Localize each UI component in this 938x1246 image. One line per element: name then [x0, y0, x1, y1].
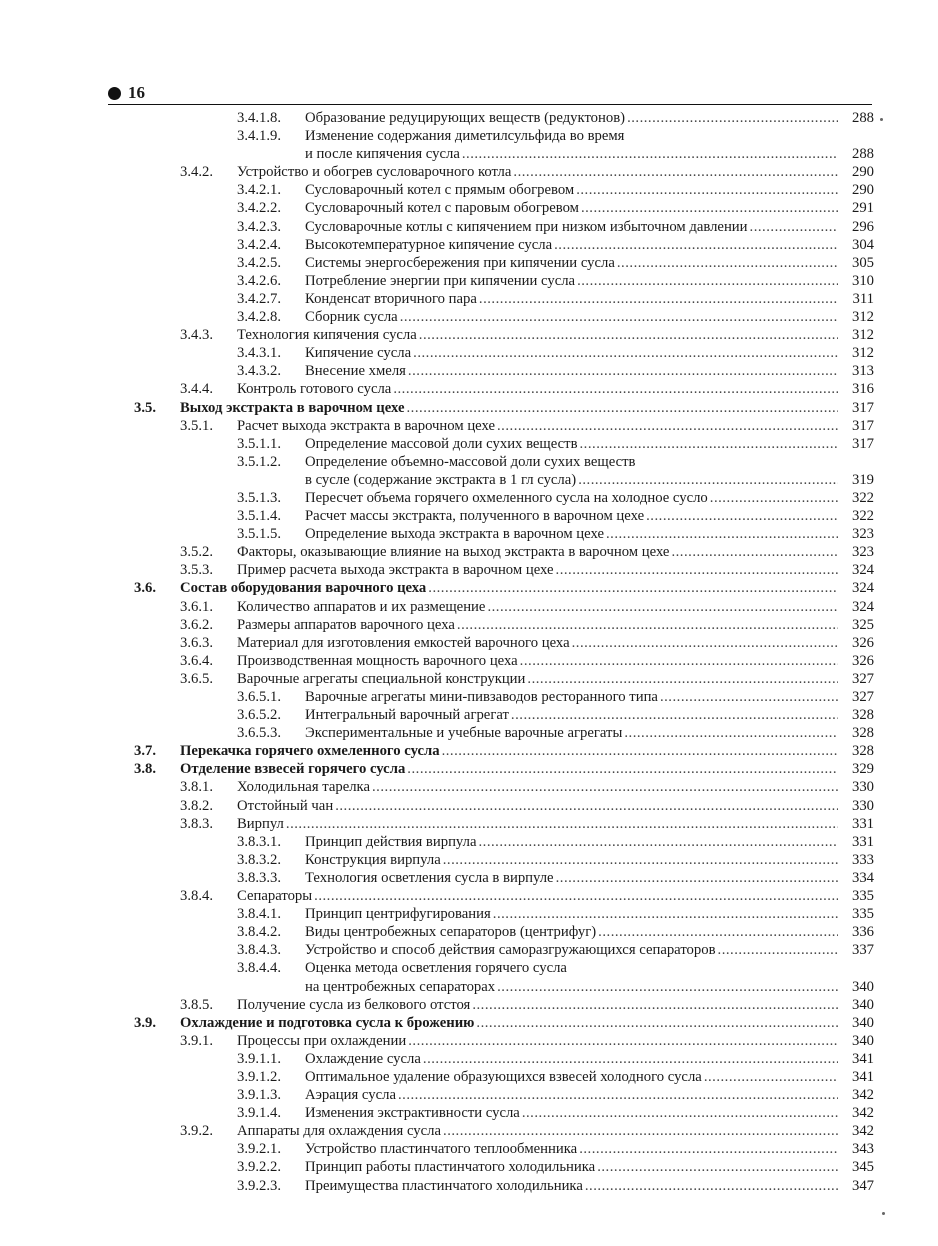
- toc-entry-number: 3.5.3.: [180, 562, 214, 579]
- toc-entry-title: Пример расчета выхода экстракта в варочном цехе: [237, 562, 554, 579]
- dot-leader: [443, 1122, 838, 1140]
- toc-entry-number: 3.9.2.2.: [237, 1159, 282, 1176]
- toc-entry-number: 3.5.1.3.: [237, 489, 282, 506]
- toc-entry-page: 328: [851, 743, 874, 760]
- toc-entry-page: 328: [851, 725, 874, 742]
- toc-entry-page: 324: [851, 598, 874, 615]
- toc-entry-page: 323: [851, 544, 874, 561]
- toc-entry-title: Сусловарочный котел с прямым обогревом: [305, 182, 575, 199]
- toc-entry-title: Виды центробежных сепараторов (центрифуг): [305, 924, 597, 941]
- toc-entry-title: Технология кипячения сусла: [237, 327, 417, 344]
- toc-entry-number: 3.7.: [134, 743, 157, 760]
- toc-entry-title: Размеры аппаратов варочного цеха: [237, 616, 455, 633]
- toc-entry: [0, 1177, 938, 1195]
- toc-entry-number: 3.4.2.4.: [237, 236, 282, 253]
- toc-entry-number: 3.4.2.2.: [237, 200, 282, 217]
- toc-entry-title: Оптимальное удаление образующихся взвесей холодного сусла: [305, 1068, 702, 1085]
- toc-entry-number: 3.4.3.: [180, 327, 214, 344]
- toc-entry-title: Охлаждение сусла: [305, 1050, 421, 1067]
- toc-entry-number: 3.6.5.1.: [237, 689, 282, 705]
- bullet-icon: [108, 87, 121, 100]
- toc-entry-number: 3.9.1.: [180, 1032, 214, 1049]
- toc-entry-page: 322: [851, 508, 874, 525]
- dot-leader: [522, 1104, 838, 1122]
- toc-entry-page: 323: [851, 526, 874, 543]
- dot-leader: [462, 145, 838, 163]
- dot-leader: [493, 905, 838, 923]
- dot-leader: [472, 996, 838, 1014]
- toc-entry: [0, 742, 938, 760]
- toc-entry-title: Оценка метода осветления горячего сусла: [305, 960, 567, 977]
- dot-leader: [597, 1158, 838, 1176]
- dot-leader: [617, 254, 838, 272]
- toc-entry-page: 310: [851, 272, 874, 289]
- toc-entry-title: Принцип центрифугирования: [305, 906, 491, 923]
- toc-entry-title: Контроль готового сусла: [237, 381, 392, 398]
- toc-entry-number: 3.8.1.: [180, 779, 214, 796]
- toc-entry-title: Системы энергосбережения при кипячении сусла: [305, 254, 615, 271]
- toc-entry: [0, 1122, 938, 1140]
- toc-entry-number: 3.9.1.1.: [237, 1050, 282, 1067]
- dot-leader: [511, 706, 838, 724]
- toc-entry-title: в сусле (содержание экстракта в 1 гл сусла): [305, 471, 577, 488]
- toc-entry-page: 327: [851, 670, 874, 687]
- dot-leader: [576, 181, 838, 199]
- toc-entry-number: 3.4.2.6.: [237, 272, 282, 289]
- toc-entry-page: 341: [851, 1050, 874, 1067]
- toc-entry: [0, 887, 938, 905]
- toc-entry-title: Конструкция вирпула: [305, 851, 441, 868]
- toc-entry: [0, 1104, 938, 1122]
- toc-entry-number: 3.4.1.8.: [237, 110, 282, 126]
- toc-entry: [0, 978, 938, 996]
- toc-entry-page: 311: [852, 290, 874, 307]
- toc-entry: [0, 706, 938, 724]
- toc-entry-number: 3.8.4.3.: [237, 942, 282, 959]
- dot-leader: [606, 525, 838, 543]
- toc-entry-page: 326: [851, 652, 874, 669]
- toc-entry: [0, 579, 938, 597]
- scan-speck: [882, 1212, 885, 1215]
- dot-leader: [497, 417, 838, 435]
- toc-entry-page: 322: [851, 489, 874, 506]
- toc-entry-title: Аппараты для охлаждения сусла: [237, 1123, 442, 1140]
- toc-entry: [0, 199, 938, 217]
- toc-entry-number: 3.4.2.: [180, 164, 214, 181]
- toc-entry: [0, 1158, 938, 1176]
- toc-entry: [0, 489, 938, 507]
- toc-entry: [0, 869, 938, 887]
- toc-entry-title: Определение объемно-массовой доли сухих веществ: [305, 453, 636, 470]
- toc-entry-page: 317: [851, 435, 874, 452]
- toc-entry: [0, 525, 938, 543]
- dot-leader: [527, 670, 838, 688]
- toc-entry: [0, 1140, 938, 1158]
- toc-entry-number: 3.6.4.: [180, 652, 214, 669]
- toc-entry-title: Потребление энергии при кипячении сусла: [305, 272, 576, 289]
- toc-entry-number: 3.9.2.3.: [237, 1177, 282, 1194]
- toc-entry-number: 3.8.4.4.: [237, 960, 282, 977]
- dot-leader: [400, 308, 838, 326]
- toc-entry: [0, 1014, 938, 1032]
- toc-entry-title: Факторы, оказывающие влияние на выход экстракта в варочном цехе: [237, 544, 670, 561]
- toc-entry: [0, 290, 938, 308]
- toc-entry-title: Принцип работы пластинчатого холодильника: [305, 1159, 596, 1176]
- toc-entry: [0, 127, 938, 145]
- toc-entry: [0, 453, 938, 471]
- toc-entry: [0, 652, 938, 670]
- scan-speck: [880, 118, 883, 121]
- table-of-contents: [0, 109, 938, 1195]
- toc-entry-number: 3.9.: [134, 1014, 157, 1031]
- toc-entry-number: 3.6.5.2.: [237, 707, 282, 724]
- toc-entry-title: Расчет массы экстракта, полученного в варочном цехе: [305, 508, 645, 525]
- toc-entry: [0, 959, 938, 977]
- toc-entry-title: Кипячение сусла: [305, 345, 412, 362]
- dot-leader: [413, 344, 838, 362]
- toc-entry-page: 288: [851, 146, 874, 163]
- toc-entry-title: и после кипячения сусла: [305, 146, 460, 163]
- toc-entry: [0, 399, 938, 417]
- dot-leader: [513, 163, 838, 181]
- toc-entry: [0, 815, 938, 833]
- dot-leader: [408, 362, 838, 380]
- dot-leader: [578, 471, 838, 489]
- dot-leader: [598, 923, 838, 941]
- toc-entry-page: 340: [851, 996, 874, 1013]
- dot-leader: [286, 815, 838, 833]
- dot-leader: [476, 1014, 838, 1032]
- toc-entry: [0, 996, 938, 1014]
- toc-entry-number: 3.5.2.: [180, 544, 214, 561]
- toc-entry-number: 3.9.1.3.: [237, 1087, 282, 1104]
- toc-entry-title: Процессы при охлаждении: [237, 1032, 407, 1049]
- toc-entry: [0, 380, 938, 398]
- toc-entry-title: Сусловарочный котел с паровым обогревом: [305, 200, 579, 217]
- dot-leader: [419, 326, 838, 344]
- toc-entry-number: 3.5.1.5.: [237, 526, 282, 543]
- toc-entry-page: 312: [851, 309, 874, 326]
- toc-entry-number: 3.8.: [134, 761, 157, 778]
- toc-entry-page: 345: [851, 1159, 874, 1176]
- dot-leader: [457, 616, 838, 634]
- toc-entry: [0, 543, 938, 561]
- toc-entry-title: Внесение хмеля: [305, 363, 406, 380]
- toc-entry-number: 3.8.3.1.: [237, 833, 282, 850]
- toc-entry-number: 3.4.2.3.: [237, 218, 282, 235]
- dot-leader: [428, 579, 838, 597]
- toc-entry: [0, 616, 938, 634]
- toc-entry-title: Определение массовой доли сухих веществ: [305, 435, 578, 452]
- toc-entry-number: 3.8.4.: [180, 888, 214, 905]
- toc-entry-page: 335: [851, 888, 874, 905]
- toc-entry: [0, 145, 938, 163]
- toc-entry-page: 317: [851, 417, 874, 434]
- toc-entry-title: Принцип действия вирпула: [305, 833, 477, 850]
- toc-entry: [0, 1050, 938, 1068]
- toc-entry-title: Состав оборудования варочного цеха: [180, 580, 427, 597]
- toc-entry-number: 3.5.1.4.: [237, 508, 282, 525]
- toc-entry-number: 3.9.2.: [180, 1123, 214, 1140]
- toc-entry-page: 328: [851, 707, 874, 724]
- toc-entry: [0, 598, 938, 616]
- toc-entry-page: 324: [851, 562, 874, 579]
- dot-leader: [671, 543, 838, 561]
- toc-entry-title: на центробежных сепараторах: [305, 978, 496, 995]
- toc-entry: [0, 236, 938, 254]
- toc-entry-title: Материал для изготовления емкостей варочного цеха: [237, 634, 570, 651]
- toc-entry-page: 326: [851, 634, 874, 651]
- dot-leader: [443, 851, 838, 869]
- toc-entry-page: 290: [851, 164, 874, 181]
- toc-entry-number: 3.8.2.: [180, 797, 214, 814]
- toc-entry-number: 3.6.: [134, 580, 157, 597]
- toc-entry: [0, 272, 938, 290]
- dot-leader: [487, 598, 838, 616]
- toc-entry-number: 3.9.1.4.: [237, 1105, 282, 1122]
- toc-entry-page: 329: [851, 761, 874, 778]
- dot-leader: [556, 561, 838, 579]
- toc-entry-page: 331: [851, 815, 874, 832]
- toc-entry: [0, 851, 938, 869]
- dot-leader: [393, 380, 838, 398]
- toc-entry-page: 340: [851, 1032, 874, 1049]
- toc-entry-title: Варочные агрегаты специальной конструкции: [237, 670, 526, 687]
- toc-entry-page: 336: [851, 924, 874, 941]
- toc-entry-number: 3.6.5.3.: [237, 725, 282, 742]
- toc-entry: [0, 109, 938, 127]
- toc-entry: [0, 507, 938, 525]
- toc-entry: [0, 923, 938, 941]
- toc-entry: [0, 1032, 938, 1050]
- dot-leader: [627, 109, 838, 127]
- toc-entry-number: 3.8.3.2.: [237, 851, 282, 868]
- toc-entry-page: 330: [851, 779, 874, 796]
- toc-entry-page: 313: [851, 363, 874, 380]
- toc-entry-title: Отстойный чан: [237, 797, 334, 814]
- toc-entry-number: 3.9.2.1.: [237, 1141, 282, 1158]
- toc-entry-title: Вирпул: [237, 815, 284, 832]
- dot-leader: [520, 652, 838, 670]
- toc-entry-title: Выход экстракта в варочном цехе: [180, 399, 405, 416]
- dot-leader: [750, 218, 838, 236]
- toc-entry-page: 304: [851, 236, 874, 253]
- toc-entry: [0, 471, 938, 489]
- toc-entry-title: Изменение содержания диметилсульфида во время: [305, 128, 625, 145]
- toc-entry-number: 3.8.4.2.: [237, 924, 282, 941]
- toc-entry-page: 319: [851, 471, 874, 488]
- toc-entry: [0, 670, 938, 688]
- dot-leader: [479, 290, 838, 308]
- dot-leader: [407, 760, 838, 778]
- toc-entry: [0, 326, 938, 344]
- toc-entry-title: Устройство и обогрев сусловарочного котла: [237, 164, 512, 181]
- dot-leader: [579, 1140, 838, 1158]
- toc-entry-title: Технология осветления сусла в вирпуле: [305, 869, 554, 886]
- page-header: [108, 84, 872, 105]
- toc-entry-number: 3.5.1.2.: [237, 453, 282, 470]
- toc-entry-number: 3.4.3.2.: [237, 363, 282, 380]
- dot-leader: [408, 1032, 838, 1050]
- dot-leader: [478, 833, 838, 851]
- toc-entry: [0, 435, 938, 453]
- dot-leader: [704, 1068, 838, 1086]
- dot-leader: [585, 1177, 838, 1195]
- toc-entry-number: 3.4.4.: [180, 381, 214, 398]
- toc-entry-number: 3.4.1.9.: [237, 128, 282, 145]
- toc-entry-title: Аэрация сусла: [305, 1087, 396, 1104]
- toc-entry-number: 3.5.1.1.: [237, 435, 282, 452]
- toc-entry-title: Сусловарочные котлы с кипячением при низком избыточном давлении: [305, 218, 748, 235]
- toc-entry-page: 324: [851, 580, 874, 597]
- dot-leader: [660, 688, 838, 706]
- toc-entry-title: Экспериментальные и учебные варочные агрегаты: [305, 725, 623, 742]
- toc-entry: [0, 218, 938, 236]
- toc-entry-page: 331: [851, 833, 874, 850]
- toc-entry-title: Сепараторы: [237, 888, 313, 905]
- toc-entry-page: 312: [851, 327, 874, 344]
- toc-entry-page: 342: [851, 1087, 874, 1104]
- toc-entry-page: 334: [851, 869, 874, 886]
- toc-entry: [0, 905, 938, 923]
- dot-leader: [314, 887, 838, 905]
- dot-leader: [372, 778, 838, 796]
- dot-leader: [577, 272, 838, 290]
- dot-leader: [423, 1050, 838, 1068]
- toc-entry: [0, 362, 938, 380]
- toc-entry-page: 327: [851, 689, 874, 705]
- toc-entry-number: 3.6.2.: [180, 616, 214, 633]
- dot-leader: [572, 634, 838, 652]
- toc-entry-title: Устройство и способ действия саморазгружающихся сепараторов: [305, 942, 716, 959]
- toc-entry: [0, 760, 938, 778]
- toc-entry-title: Интегральный варочный агрегат: [305, 707, 509, 724]
- toc-entry-page: 317: [851, 399, 874, 416]
- dot-leader: [556, 869, 838, 887]
- dot-leader: [442, 742, 838, 760]
- toc-entry-number: 3.9.1.2.: [237, 1068, 282, 1085]
- toc-entry-number: 3.8.5.: [180, 996, 214, 1013]
- toc-entry: [0, 688, 938, 706]
- toc-entry-page: 325: [851, 616, 874, 633]
- toc-entry-title: Варочные агрегаты мини-пивзаводов ресторанного типа: [305, 689, 658, 705]
- toc-entry-title: Изменения экстрактивности сусла: [305, 1105, 520, 1122]
- toc-entry-title: Охлаждение и подготовка сусла к брожению: [180, 1014, 475, 1031]
- toc-entry: [0, 344, 938, 362]
- toc-entry: [0, 561, 938, 579]
- toc-entry-title: Перекачка горячего охмеленного сусла: [180, 743, 440, 760]
- toc-entry-page: 342: [851, 1105, 874, 1122]
- toc-entry-page: 337: [851, 942, 874, 959]
- toc-entry-number: 3.4.3.1.: [237, 345, 282, 362]
- dot-leader: [581, 199, 838, 217]
- dot-leader: [398, 1086, 838, 1104]
- toc-entry-page: 288: [851, 110, 874, 126]
- toc-entry-page: 330: [851, 797, 874, 814]
- toc-entry-page: 296: [851, 218, 874, 235]
- toc-entry-number: 3.4.2.8.: [237, 309, 282, 326]
- toc-entry-title: Производственная мощность варочного цеха: [237, 652, 518, 669]
- dot-leader: [335, 797, 838, 815]
- toc-entry-number: 3.8.3.: [180, 815, 214, 832]
- toc-entry: [0, 417, 938, 435]
- toc-entry-page: 342: [851, 1123, 874, 1140]
- dot-leader: [718, 941, 838, 959]
- toc-entry-title: Расчет выхода экстракта в варочном цехе: [237, 417, 495, 434]
- toc-entry-number: 3.8.3.3.: [237, 869, 282, 886]
- toc-entry-page: 290: [851, 182, 874, 199]
- toc-entry: [0, 1086, 938, 1104]
- toc-entry: [0, 1068, 938, 1086]
- toc-entry: [0, 724, 938, 742]
- toc-entry: [0, 833, 938, 851]
- toc-entry-page: 340: [851, 978, 874, 995]
- toc-entry-page: 333: [851, 851, 874, 868]
- toc-entry: [0, 308, 938, 326]
- toc-entry-number: 3.5.1.: [180, 417, 214, 434]
- toc-entry: [0, 163, 938, 181]
- toc-entry-title: Пересчет объема горячего охмеленного сусла на холодное сусло: [305, 489, 708, 506]
- dot-leader: [624, 724, 838, 742]
- toc-entry: [0, 181, 938, 199]
- toc-entry-title: Холодильная тарелка: [237, 779, 370, 796]
- toc-entry-page: 340: [851, 1014, 874, 1031]
- toc-entry: [0, 778, 938, 796]
- toc-entry-page: 347: [851, 1177, 874, 1194]
- toc-entry-title: Конденсат вторичного пара: [305, 290, 477, 307]
- toc-entry-title: Высокотемпературное кипячение сусла: [305, 236, 553, 253]
- toc-entry: [0, 941, 938, 959]
- toc-entry-page: 305: [851, 254, 874, 271]
- toc-entry-page: 341: [851, 1068, 874, 1085]
- toc-entry-title: Отделение взвесей горячего сусла: [180, 761, 406, 778]
- toc-entry-number: 3.8.4.1.: [237, 906, 282, 923]
- toc-entry-number: 3.6.5.: [180, 670, 214, 687]
- toc-entry-number: 3.5.: [134, 399, 157, 416]
- dot-leader: [580, 435, 839, 453]
- toc-entry-page: 291: [851, 200, 874, 217]
- toc-entry-number: 3.4.2.1.: [237, 182, 282, 199]
- toc-entry-title: Определение выхода экстракта в варочном цехе: [305, 526, 604, 543]
- toc-entry: [0, 634, 938, 652]
- toc-entry-page: 316: [851, 381, 874, 398]
- toc-entry-title: Количество аппаратов и их размещение: [237, 598, 486, 615]
- toc-entry-number: 3.4.2.7.: [237, 290, 282, 307]
- toc-entry-page: 335: [851, 906, 874, 923]
- toc-entry-number: 3.4.2.5.: [237, 254, 282, 271]
- toc-entry: [0, 254, 938, 272]
- dot-leader: [646, 507, 838, 525]
- dot-leader: [407, 399, 839, 417]
- dot-leader: [710, 489, 838, 507]
- toc-entry-page: 343: [851, 1141, 874, 1158]
- toc-entry-title: Сборник сусла: [305, 309, 398, 326]
- toc-entry-page: 312: [851, 345, 874, 362]
- toc-entry-title: Преимущества пластинчатого холодильника: [305, 1177, 583, 1194]
- toc-entry-title: Получение сусла из белкового отстоя: [237, 996, 471, 1013]
- toc-entry: [0, 797, 938, 815]
- toc-entry-title: Образование редуцирующих веществ (редуктонов): [305, 110, 626, 126]
- toc-entry-number: 3.6.3.: [180, 634, 214, 651]
- dot-leader: [497, 978, 838, 996]
- page-number: 16: [128, 83, 145, 102]
- toc-entry-number: 3.6.1.: [180, 598, 214, 615]
- toc-entry-title: Устройство пластинчатого теплообменника: [305, 1141, 578, 1158]
- dot-leader: [554, 236, 838, 254]
